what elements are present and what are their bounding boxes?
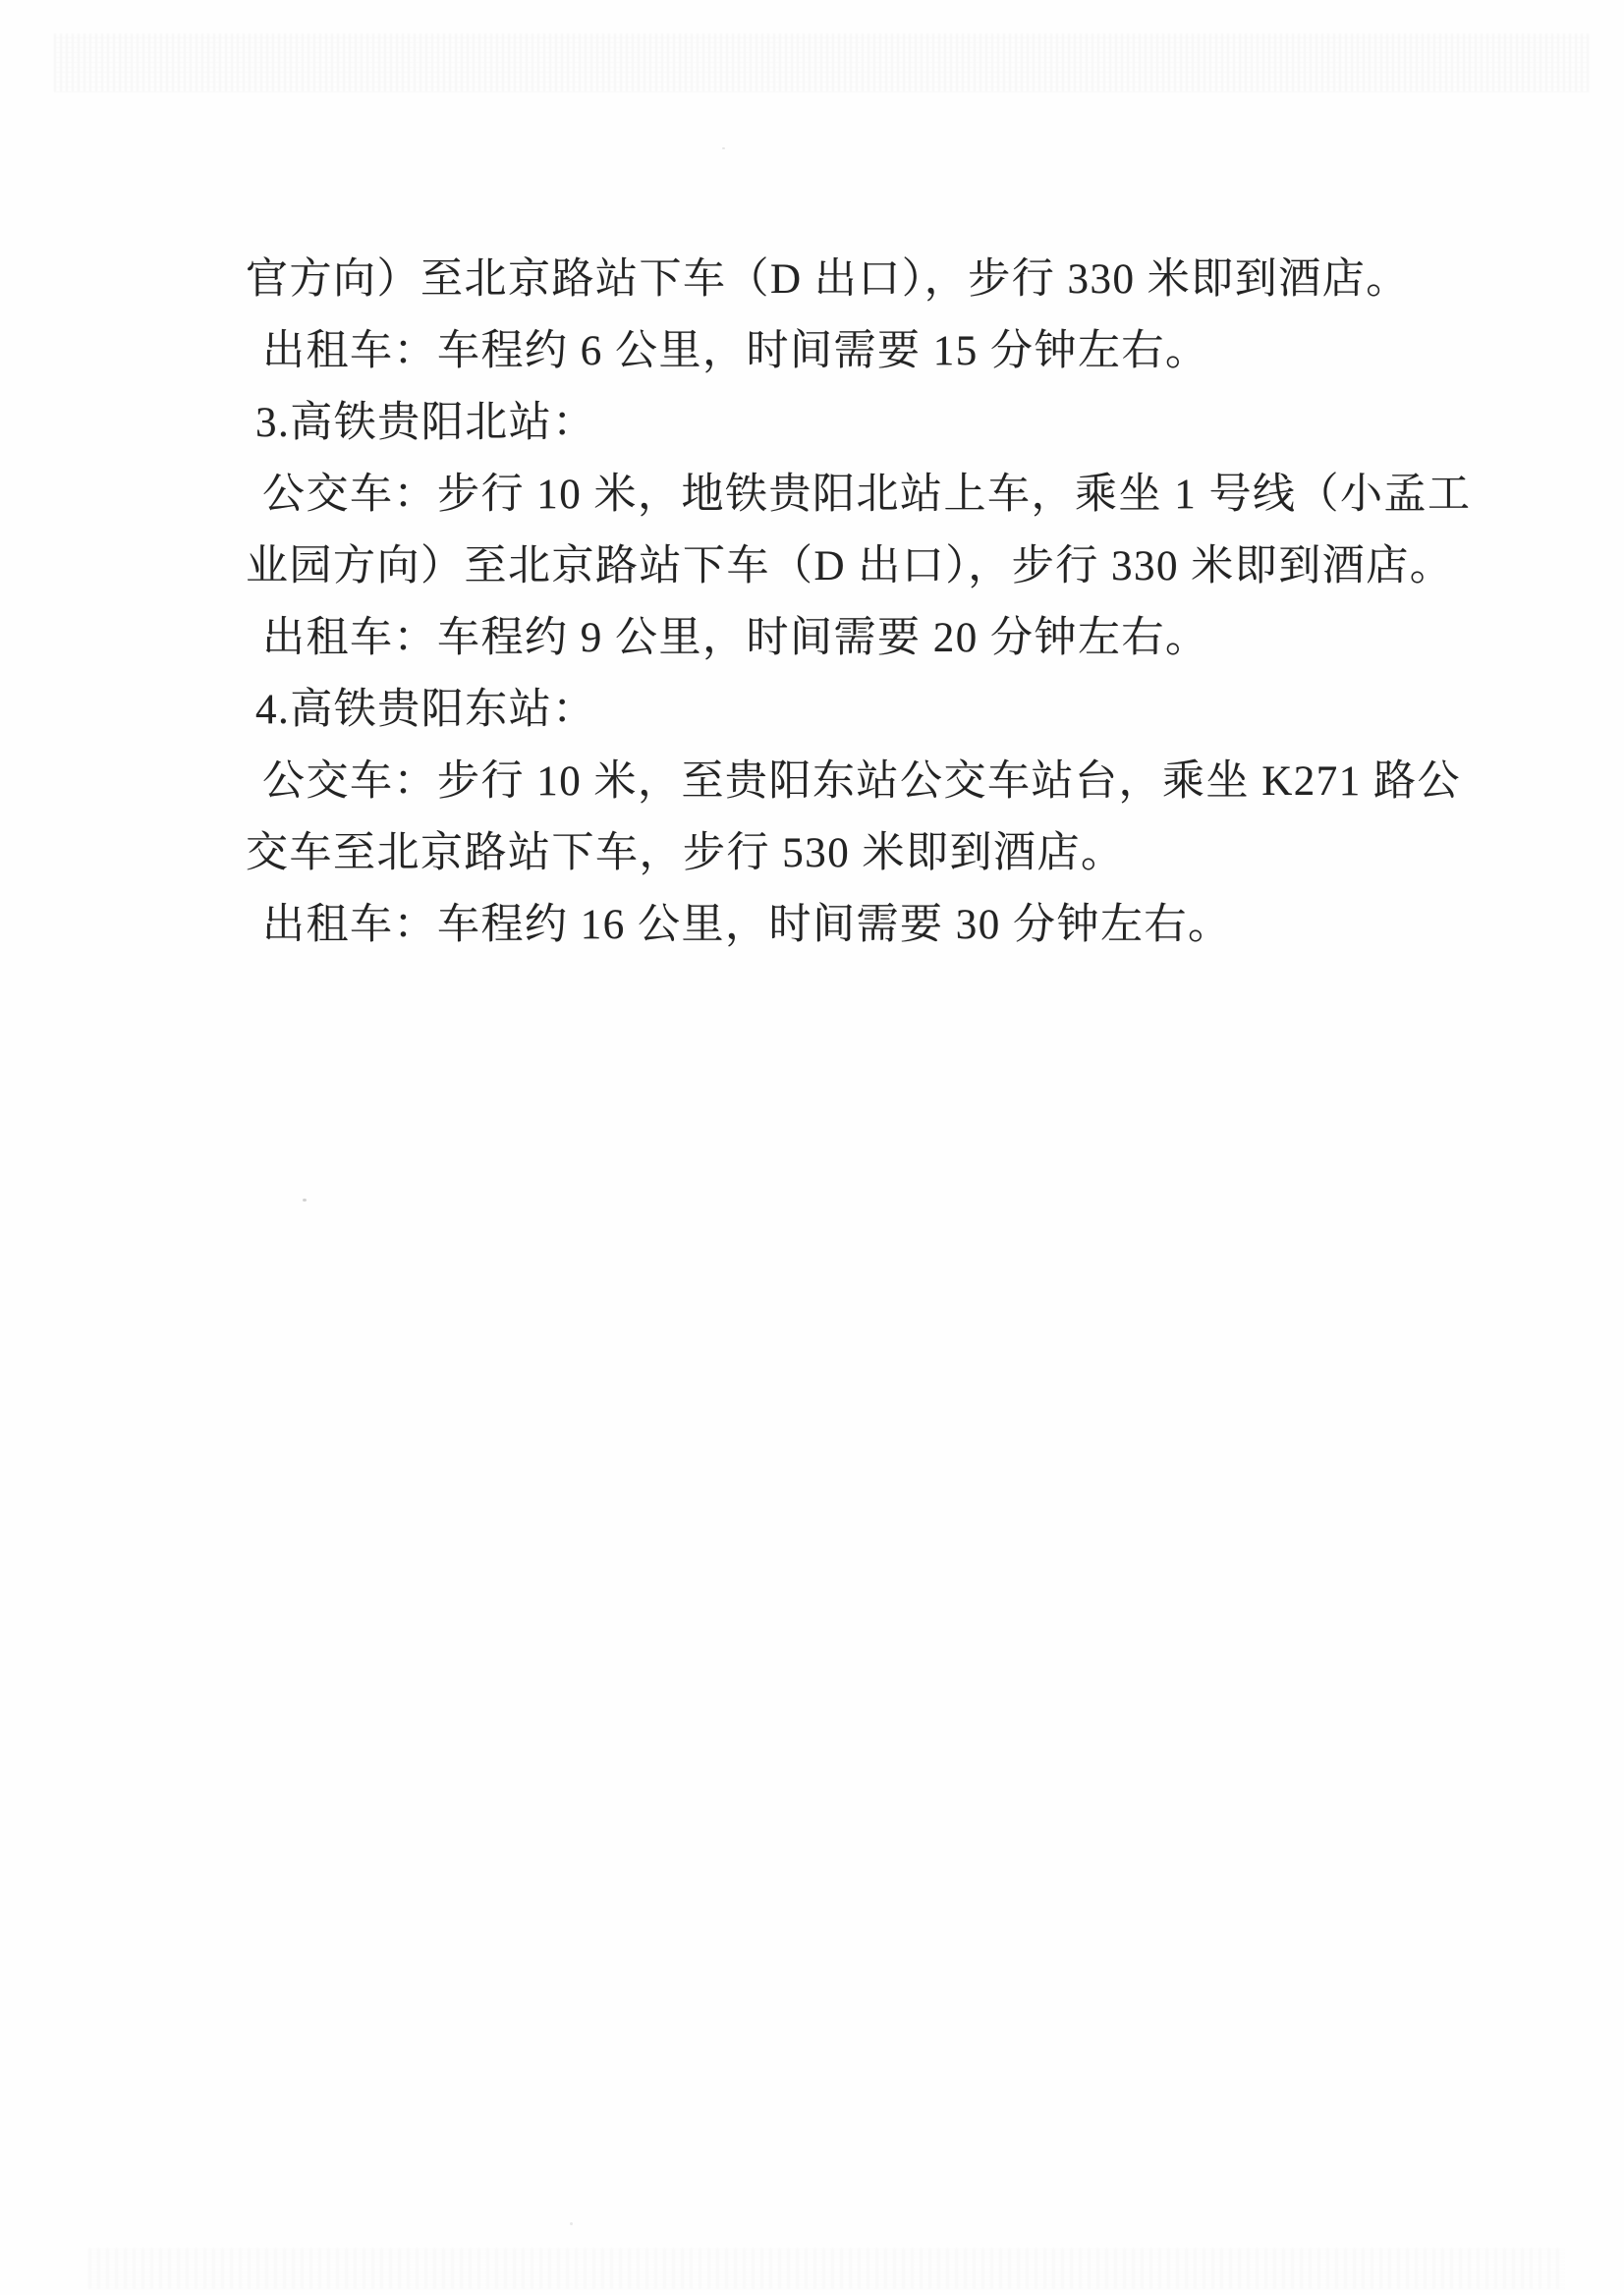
scanner-noise-bottom [88,2248,1565,2289]
text-line: 交车至北京路站下车，步行 530 米即到酒店。 [246,830,1125,876]
scan-speck [570,2222,573,2225]
text-line: 业园方向）至北京路站下车（D 出口），步行 330 米即到酒店。 [246,543,1454,589]
document-text-block [246,244,1472,961]
text-line: 出租车：车程约 16 公里，时间需要 30 分钟左右。 [262,902,1232,948]
scan-speck [303,1199,307,1202]
text-line: 公交车：步行 10 米，地铁贵阳北站上车，乘坐 1 号线（小孟工 [262,472,1472,518]
text-line: 出租车：车程约 9 公里，时间需要 20 分钟左右。 [262,615,1209,661]
scan-speck [722,147,725,149]
scanner-noise-top [54,33,1590,92]
text-line: 公交车：步行 10 米，至贵阳东站公交车站台，乘坐 K271 路公 [262,758,1462,805]
section-heading-north-station: 3.高铁贵阳北站： [255,400,596,446]
section-heading-east-station: 4.高铁贵阳东站： [255,687,596,733]
text-line: 官方向）至北京路站下车（D 出口），步行 330 米即到酒店。 [246,256,1410,303]
text-line: 出租车：车程约 6 公里，时间需要 15 分钟左右。 [262,328,1209,374]
